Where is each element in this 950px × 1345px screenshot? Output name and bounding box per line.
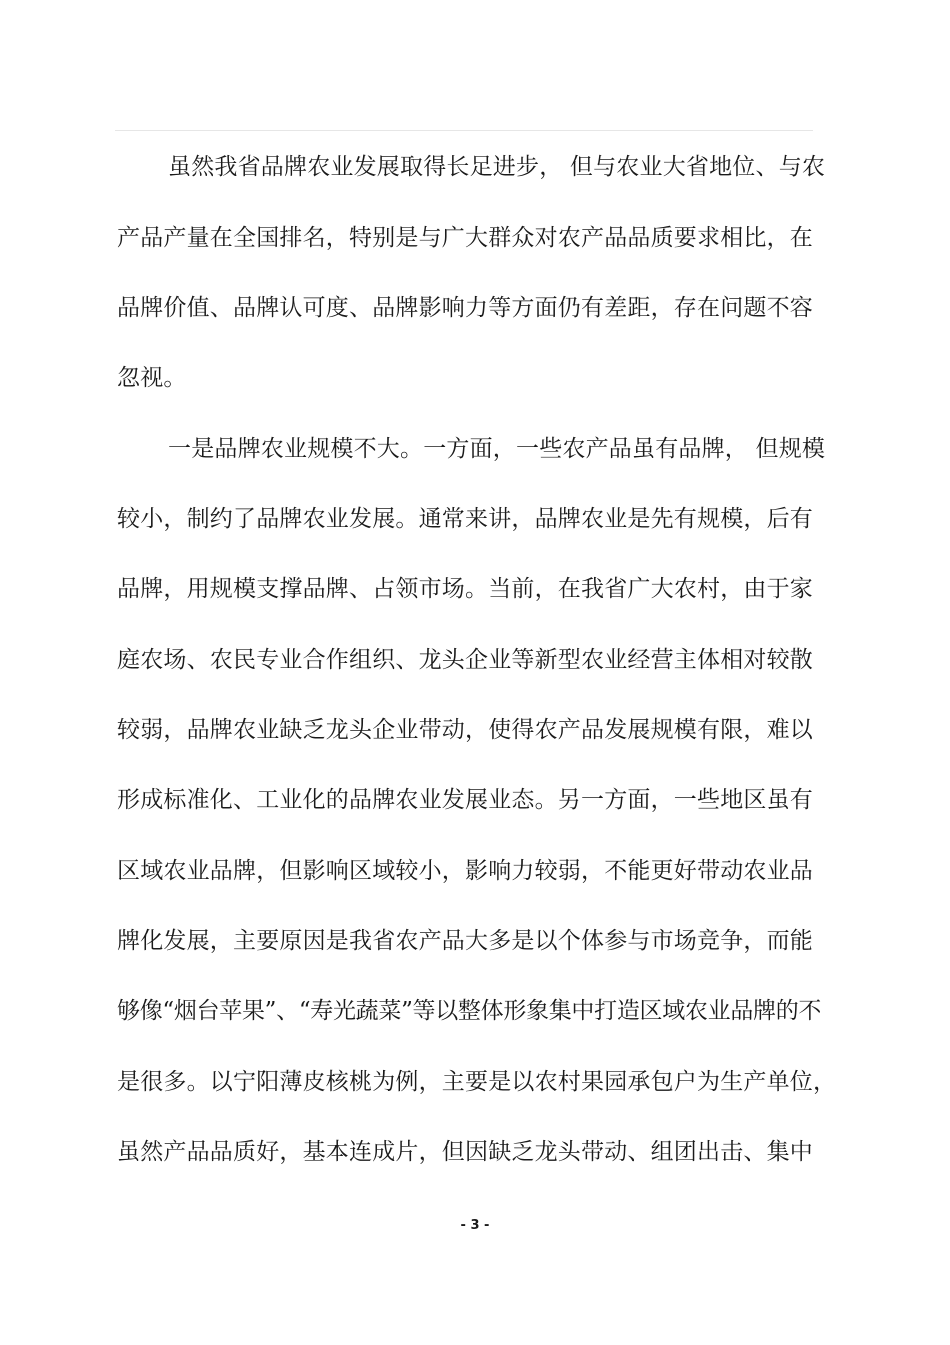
text-line: 庭农场、农民专业合作组织、龙头企业等新型农业经营主体相对较散 bbox=[117, 647, 813, 673]
text-line: 够像“烟台苹果”、“寿光蔬菜”等以整体形象集中打造区域农业品牌的不 bbox=[117, 998, 822, 1024]
text-line: 区域农业品牌，但影响区域较小，影响力较弱，不能更好带动农业品 bbox=[117, 858, 813, 884]
page-number: - 3 - bbox=[460, 1218, 490, 1233]
text-line: 品牌，用规模支撑品牌、占领市场。当前，在我省广大农村，由于家 bbox=[117, 576, 813, 602]
text-line: 一是品牌农业规模不大。一方面，一些农产品虽有品牌， 但规模 bbox=[168, 436, 826, 462]
text-line: 较弱，品牌农业缺乏龙头企业带动，使得农产品发展规模有限，难以 bbox=[117, 717, 813, 743]
text-line: 是很多。以宁阳薄皮核桃为例，主要是以农村果园承包户为生产单位， bbox=[117, 1069, 837, 1095]
header-rule bbox=[115, 130, 813, 131]
text-line: 忽视。 bbox=[117, 365, 187, 391]
text-line: 虽然产品品质好，基本连成片，但因缺乏龙头带动、组团出击、集中 bbox=[117, 1139, 813, 1165]
text-line: 牌化发展，主要原因是我省农产品大多是以个体参与市场竞争，而能 bbox=[117, 928, 813, 954]
text-line: 较小，制约了品牌农业发展。通常来讲，品牌农业是先有规模，后有 bbox=[117, 506, 813, 532]
text-line: 虽然我省品牌农业发展取得长足进步， 但与农业大省地位、与农 bbox=[168, 154, 826, 180]
text-line: 形成标准化、工业化的品牌农业发展业态。另一方面，一些地区虽有 bbox=[117, 787, 813, 813]
text-line: 品牌价值、品牌认可度、品牌影响力等方面仍有差距，存在问题不容 bbox=[117, 295, 813, 321]
text-line: 产品产量在全国排名，特别是与广大群众对农产品品质要求相比，在 bbox=[117, 225, 813, 251]
